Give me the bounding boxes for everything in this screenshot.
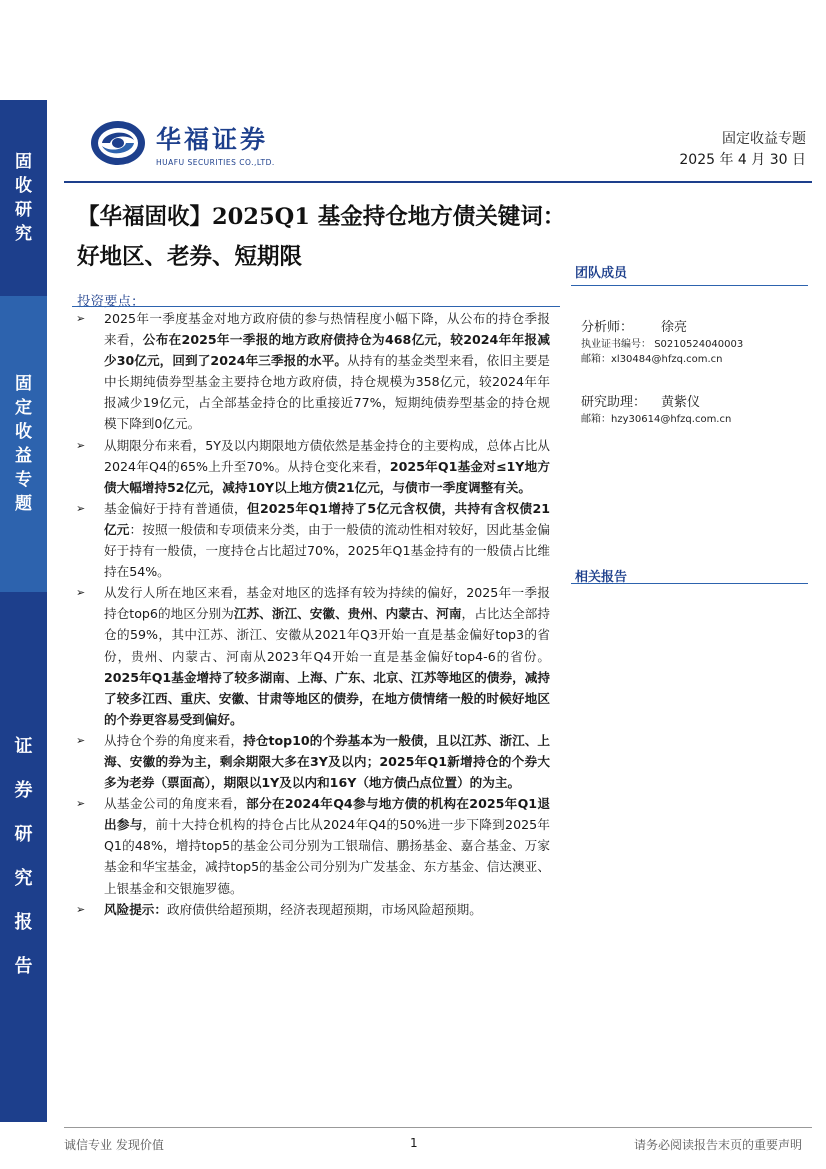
license-line [581, 335, 743, 350]
page-number: 1 [410, 1136, 418, 1150]
related-reports-divider [571, 583, 808, 584]
analyst-email: 邮箱：xl30484@hfzq.com.cn [581, 354, 723, 365]
footer-disclaimer: 请务必阅读报告末页的重要声明 [633, 1138, 802, 1152]
footer-slogan: 诚信专业 发现价值 [64, 1138, 164, 1152]
bullet-arrow-icon: ➢ [76, 586, 86, 600]
bullet-arrow-icon: ➢ [76, 501, 86, 515]
sidebar-topic-label: 固 定 收 益 专 题 [15, 374, 32, 514]
assistant-line [581, 391, 700, 410]
key-point-text: 从发行人所在地区来看，基金对地区的选择有较为持续的偏好，2025年一季报持仓top6的地区分别为江苏、浙江、安徽、贵州、内蒙古、河南，占比达全部持仓的59%，其中江苏、浙江、安徽从2021年Q3开始一直是基金偏好top3的省份，贵州、内蒙古、河南从2023年Q4开始一直是基金偏好top4-6的省份。2025年Q1基金增持了较多湖南、上海、广东、北京、江苏等地区的债券，减持了较多江西、重庆、安徽、甘肃等地区的债券，在地方债情绪一般的时候好地区的个券更容易受到偏好。 [104, 585, 551, 727]
bullet-arrow-icon: ➢ [76, 733, 86, 747]
key-point-item [72, 582, 550, 730]
company-logo [88, 118, 275, 168]
key-points-divider [72, 306, 560, 307]
sidebar-report-label: 证 券 研 究 报 告 [14, 736, 33, 977]
related-reports-heading: 相关报告 [575, 570, 628, 585]
key-point-text: 基金偏好于持有普通债，但2025年Q1增持了5亿元含权债，共持有含权债21亿元：按照一般债和专项债来分类，由于一般债的流动性相对较好，因此基金偏好于持有一般债，一度持仓占比超过70%，2025年Q1基金持有的一般债占比维持在54%。 [104, 500, 551, 580]
assistant-role: 研究助理： [581, 395, 647, 410]
key-point-item [72, 435, 550, 498]
analyst-line [581, 316, 687, 335]
analyst-role: 分析师： [581, 320, 634, 335]
license-number: S0210524040003 [654, 339, 744, 350]
key-point-item [72, 498, 550, 582]
key-point-text: 从持仓个券的角度来看，持仓top10的个券基本为一般债，且以江苏、浙江、上海、安徽的券为主，剩余期限大多在3Y及以内；2025年Q1新增持仓的个券大多为老券（票面高），期限以1Y及以内和16Y（地方债凸点位置）的为主。 [104, 732, 551, 791]
key-points-heading: 投资要点： [77, 294, 145, 310]
key-point-item [72, 730, 550, 793]
bullet-arrow-icon: ➢ [76, 312, 86, 325]
key-points-list [72, 308, 550, 920]
key-point-item [72, 899, 550, 920]
assistant-name: 黄紫仪 [661, 395, 701, 410]
key-point-item [72, 793, 550, 898]
team-divider [571, 285, 808, 286]
bullet-arrow-icon: ➢ [76, 797, 86, 811]
key-point-text: 从期限分布来看，5Y及以内期限地方债依然是基金持仓的主要构成，总体占比从2024年Q4的65%上升至70%。从持仓变化来看，2025年Q1基金对≤1Y地方债大幅增持52亿元，减持10Y以上地方债21亿元，与债市一季度调整有关。 [104, 437, 550, 495]
logo-name-en: HUAFU SECURITIES CO.,LTD. [156, 157, 275, 167]
sidebar-research-band [0, 100, 47, 296]
footer-divider [64, 1127, 812, 1128]
key-point-text: 2025年一季度基金对地方政府债的参与热情程度小幅下降，从公布的持仓季报来看，公布在2025年一季报的地方政府债持仓为468亿元，较2024年年报减少30亿元，回到了2024年三季报的水平。从持有的基金类型来看，依旧主要是中长期纯债券型基金主要持仓地方政府债，持仓规模为358亿元，较2024年年报减少19亿元，占全部基金持仓的比重接近77%，短期纯债券型基金的持仓规模下降到0亿元。 [104, 311, 551, 432]
key-point-text: 从基金公司的角度来看，部分在2024年Q4参与地方债的机构在2025年Q1退出参与，前十大持仓机构的持仓占比从2024年Q4的50%进一步下降到2025年Q1的48%，增持top5的基金公司分别为工银瑞信、鹏扬基金、嘉合基金、万家基金和华宝基金，减持top5的基金公司分别为广发基金、东方基金、信达澳亚、上银基金和交银施罗德。 [104, 796, 550, 896]
document-type: 固定收益专题 [722, 131, 806, 147]
header-divider [64, 181, 812, 183]
assistant-email: 邮箱：hzy30614@hfzq.com.cn [581, 414, 732, 425]
key-point-item [72, 308, 550, 435]
bullet-arrow-icon: ➢ [76, 438, 86, 452]
bullet-arrow-icon: ➢ [76, 902, 86, 916]
key-point-text: 风险提示：政府债供给超预期，经济表现超预期，市场风险超预期。 [104, 901, 482, 917]
logo-name-cn: 华福证券 [156, 124, 269, 154]
sidebar-report-band [0, 592, 47, 1122]
sidebar-topic-band [0, 296, 47, 592]
license-label: 执业证书编号： [581, 339, 651, 350]
team-heading: 团队成员 [575, 266, 628, 281]
report-title: 【华福固收】2025Q1 基金持仓地方债关键词：好地区、老券、短期限 [77, 204, 566, 270]
logo-swirl-icon [88, 118, 148, 168]
report-date: 2025 年 4 月 30 日 [679, 152, 806, 168]
analyst-name: 徐亮 [661, 320, 688, 335]
sidebar-research-label: 固 收 研 究 [15, 152, 32, 244]
